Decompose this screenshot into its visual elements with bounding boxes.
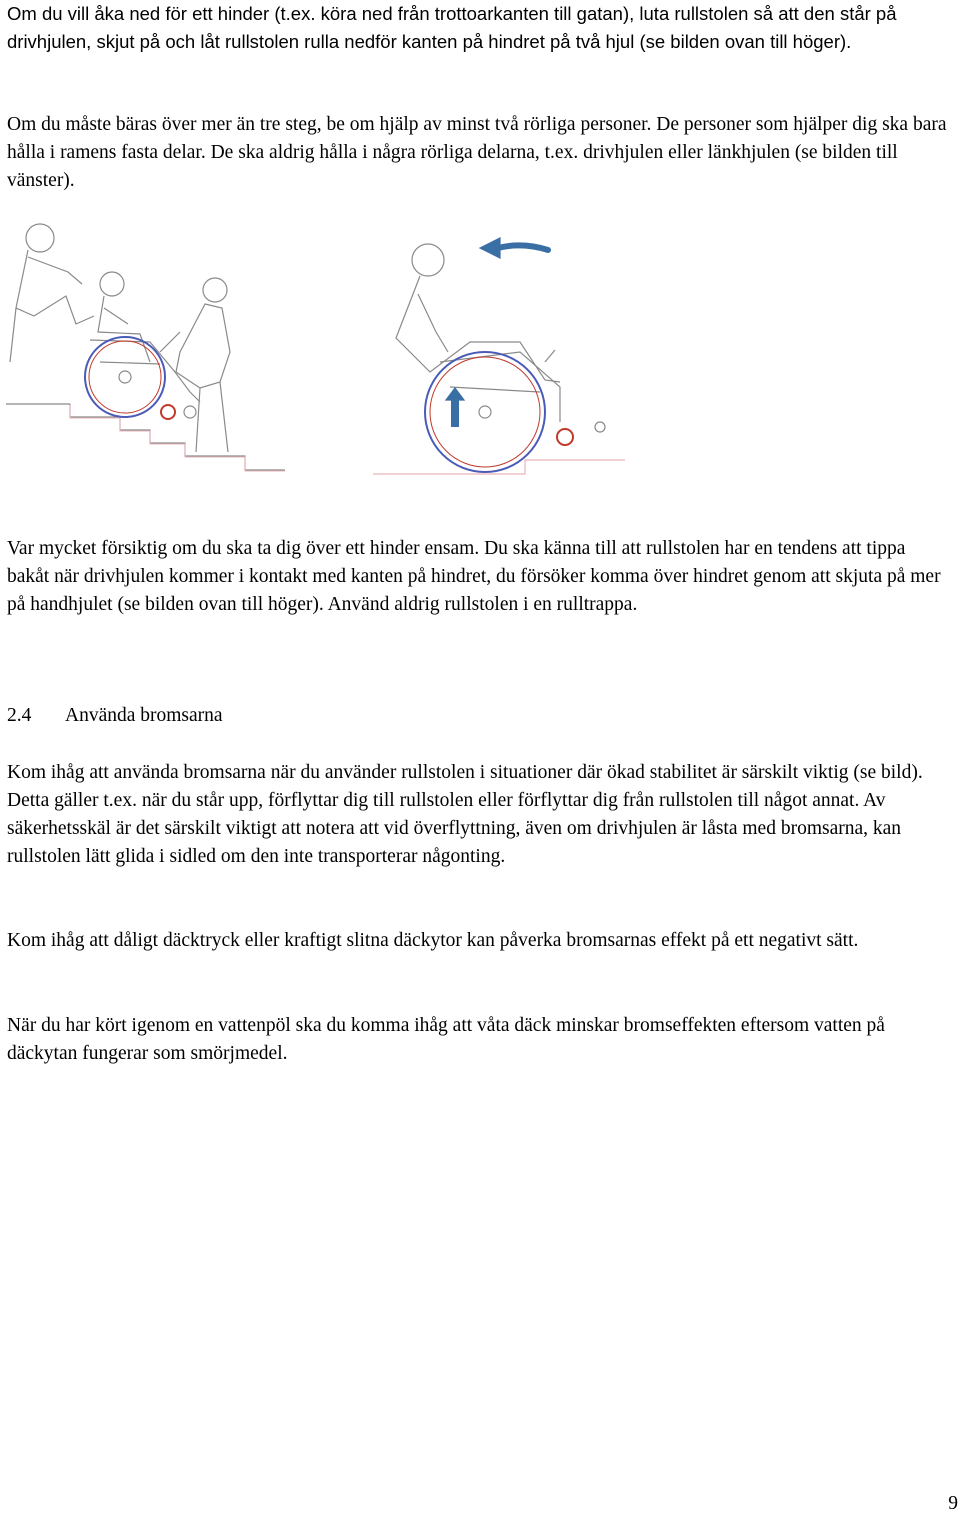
stairs-carry-figure xyxy=(6,224,285,471)
section-number: 2.4 xyxy=(7,705,32,726)
paragraph-obstacle-alone: Var mycket försiktig om du ska ta dig över ett hinder ensam. Du ska känna till att rullstolen har en tendens att tippa bakåt när drivhjulen kommer i kontakt med kanten på hindret, du försöker komma över hindret genom att skjuta på mer på handhjulet (se bilden ovan till höger). Använd aldrig rullstolen i en rulltrappa. xyxy=(7,538,941,615)
paragraph-descend-curb: Om du vill åka ned för ett hinder (t.ex. köra ned från trottoarkanten till gatan), luta rullstolen så att den står på drivhjulen, skjut på och låt rullstolen rulla nedför kanten på hindret på två hjul (se bilden ovan till höger). xyxy=(7,3,897,52)
section-heading xyxy=(7,702,223,730)
wheelchair-illustration xyxy=(0,212,640,497)
paragraph-tire-pressure: Kom ihåg att dåligt däcktryck eller kraftigt slitna däckytor kan påverka bromsarnas effekt på ett negativt sätt. xyxy=(7,930,859,951)
paragraph-carry-stairs: Om du måste bäras över mer än tre steg, be om hjälp av minst två rörliga personer. De personer som hjälper dig ska bara hålla i ramens fasta delar. De ska aldrig hålla i några rörliga delarna, t.ex. drivhjulen eller länkhjulen (se bilden till vänster). xyxy=(7,114,947,191)
paragraph-use-brakes: Kom ihåg att använda bromsarna när du använder rullstolen i situationer där ökad stabilitet är särskilt viktig (se bild). Detta gäller t.ex. när du står upp, förflyttar dig till rullstolen eller förflyttar dig från rullstolen till något annat. Av säkerhetsskäl är det särskilt viktigt att notera att vid överflyttning, även om drivhjulen är låsta med bromsarna, kan rullstolen lätt glida i sidled om den inte transporterar någonting. xyxy=(7,762,923,867)
section-title: Använda bromsarna xyxy=(65,705,223,726)
paragraph-wet-tires: När du har kört igenom en vattenpöl ska du komma ihåg att våta däck minskar bromseffekten eftersom vatten på däckytan fungerar som smörjmedel. xyxy=(7,1015,885,1064)
page-number: 9 xyxy=(948,1493,958,1514)
curb-climb-figure xyxy=(373,238,625,474)
